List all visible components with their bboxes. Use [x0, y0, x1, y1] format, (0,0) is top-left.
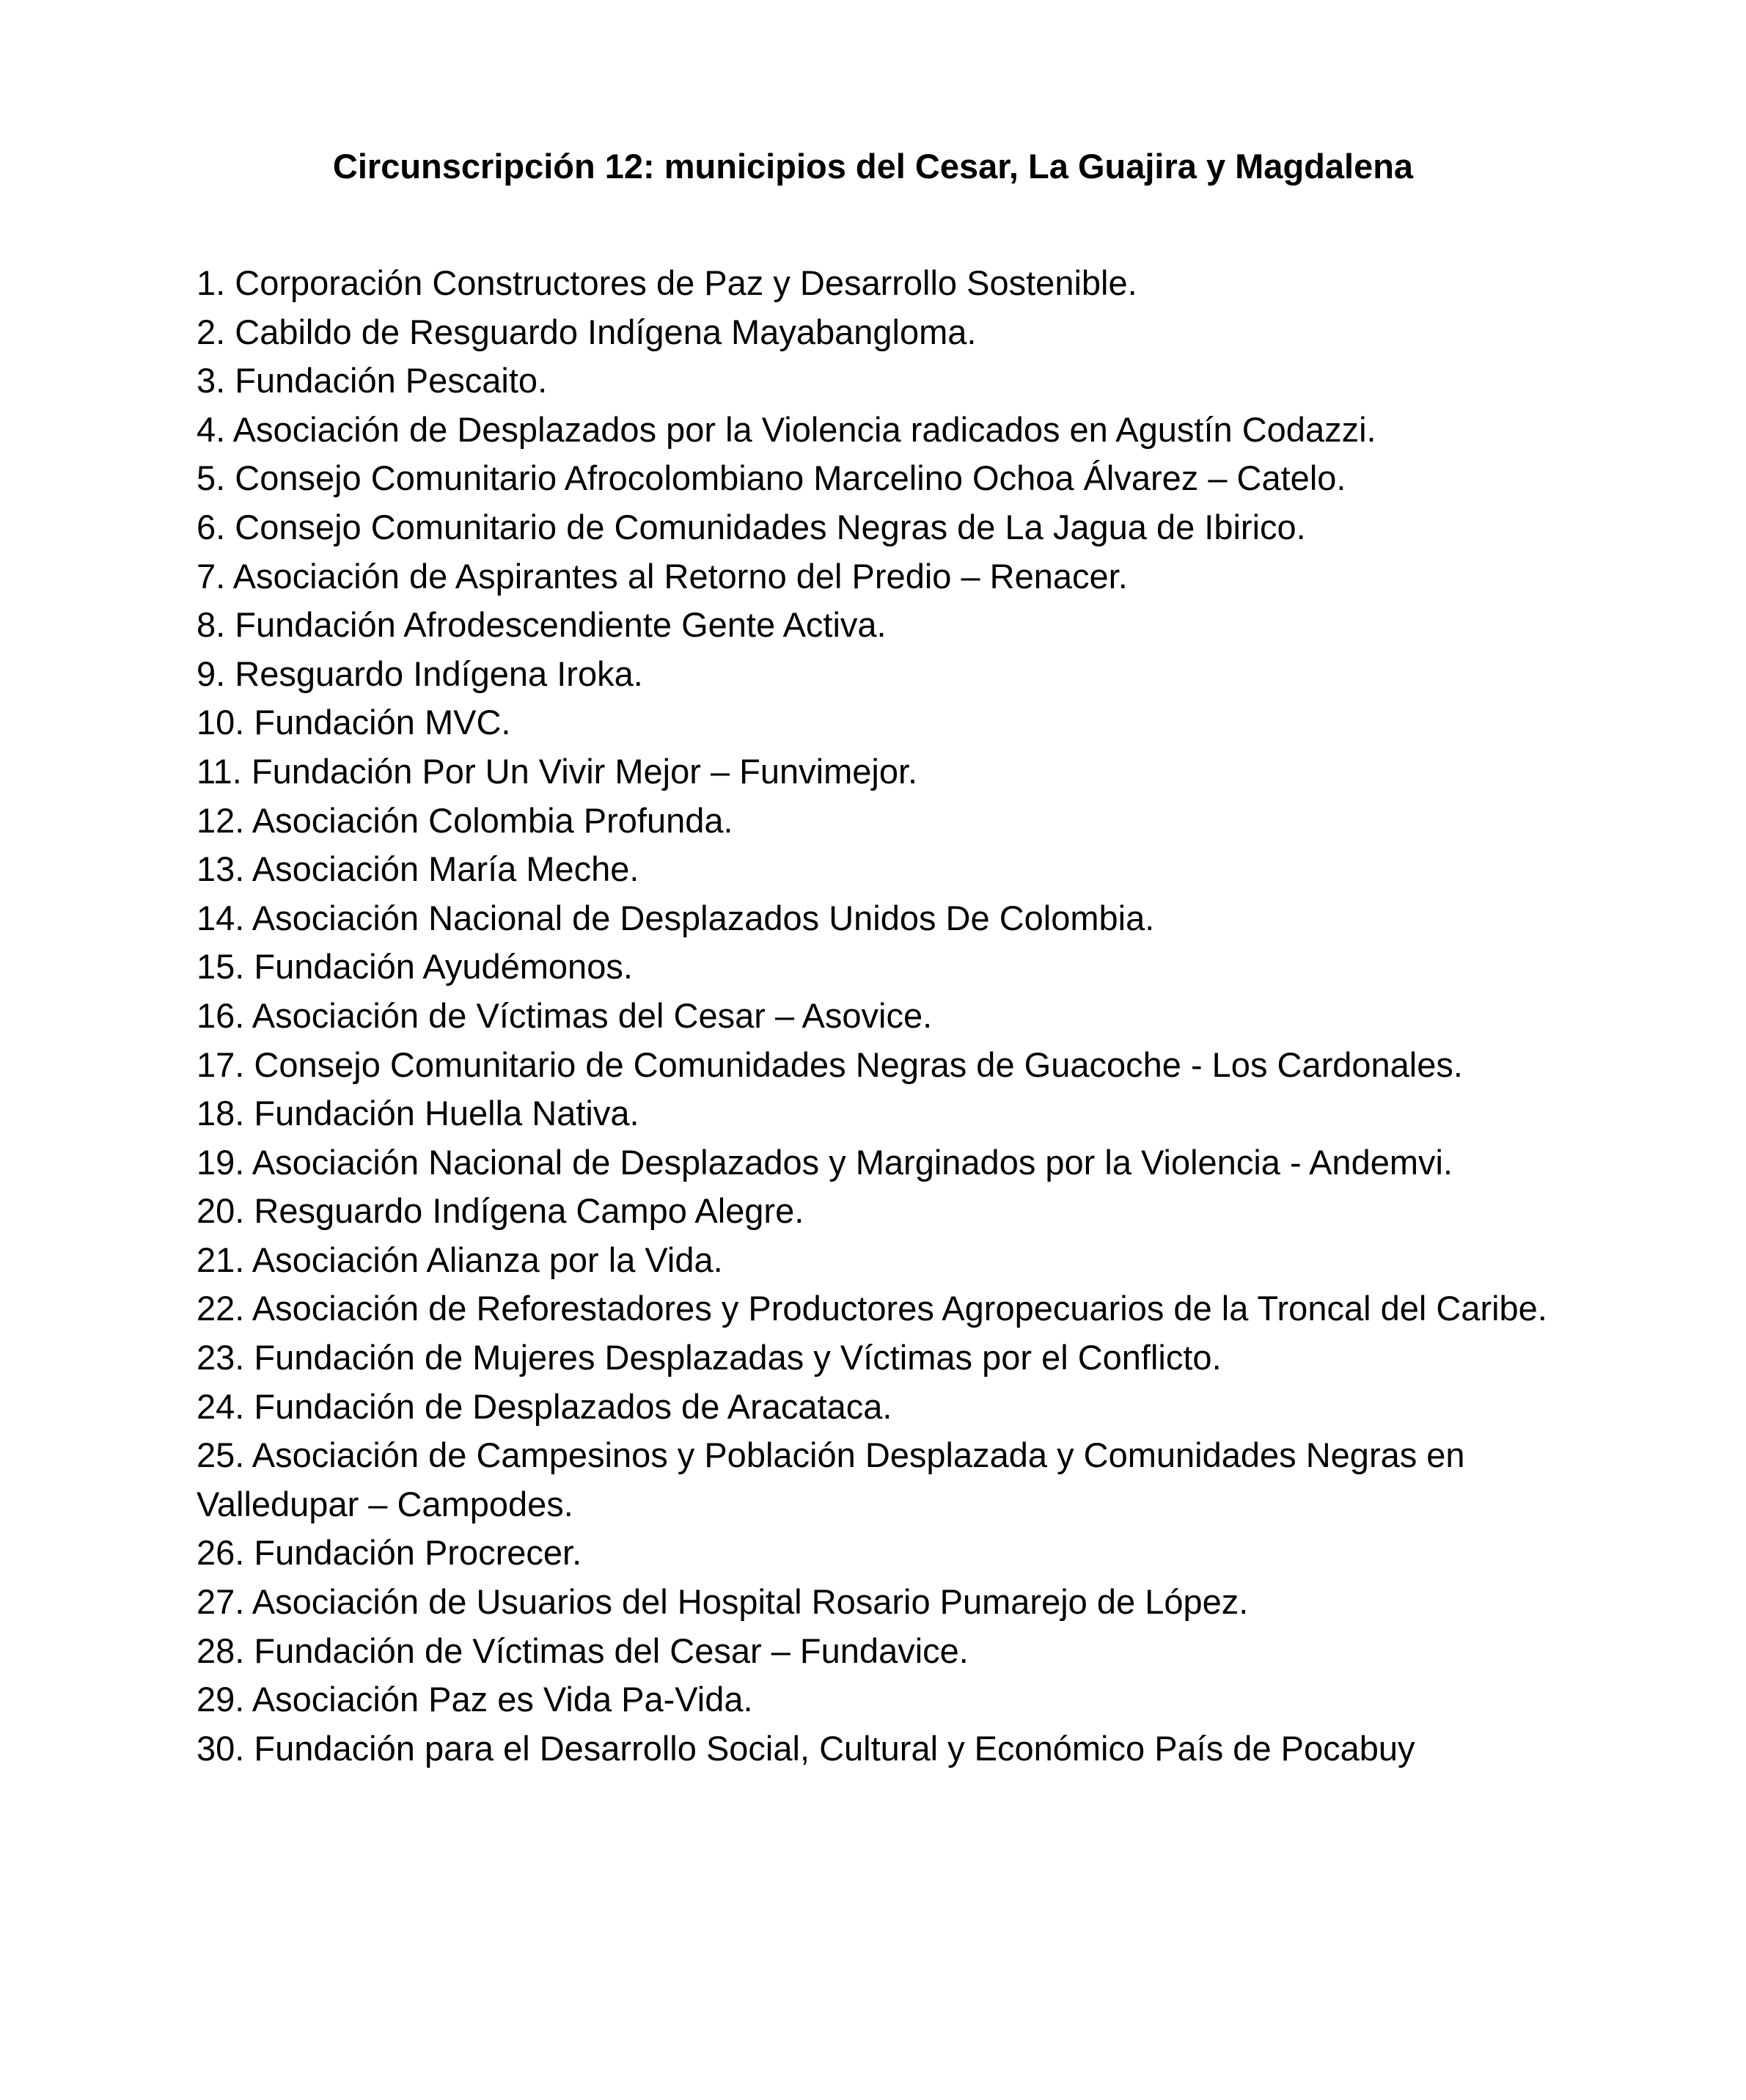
- organization-list: [197, 259, 1568, 1773]
- list-item: 13. Asociación María Meche.: [197, 849, 639, 889]
- list-item: 10. Fundación MVC.: [197, 703, 511, 742]
- list-item: 23. Fundación de Mujeres Desplazadas y Víctimas por el Conflicto.: [197, 1338, 1222, 1378]
- list-item: 18. Fundación Huella Nativa.: [197, 1094, 639, 1133]
- list-item: 14. Asociación Nacional de Desplazados Unidos De Colombia.: [197, 898, 1155, 937]
- list-item: 2. Cabildo de Resguardo Indígena Mayabangloma.: [197, 312, 977, 351]
- list-item: 5. Consejo Comunitario Afrocolombiano Marcelino Ochoa Álvarez – Catelo.: [197, 458, 1346, 498]
- document-title: Circunscripción 12: municipios del Cesar, La Guajira y Magdalena: [332, 147, 1414, 186]
- list-item: 21. Asociación Alianza por la Vida.: [197, 1240, 723, 1279]
- list-item: 22. Asociación de Reforestadores y Productores Agropecuarios de la Troncal del Caribe.: [197, 1289, 1547, 1328]
- list-item: 30. Fundación para el Desarrollo Social, Cultural y Económico País de Pocabuy: [197, 1728, 1415, 1768]
- list-item: 29. Asociación Paz es Vida Pa-Vida.: [197, 1680, 753, 1719]
- list-item: 19. Asociación Nacional de Desplazados y Marginados por la Violencia - Andemvi.: [197, 1142, 1453, 1182]
- list-item: 4. Asociación de Desplazados por la Violencia radicados en Agustín Codazzi.: [197, 409, 1376, 449]
- list-item: 20. Resguardo Indígena Campo Alegre.: [197, 1191, 804, 1231]
- list-item: 26. Fundación Procrecer.: [197, 1533, 582, 1573]
- list-item: 28. Fundación de Víctimas del Cesar – Fundavice.: [197, 1631, 969, 1670]
- list-item: 1. Corporación Constructores de Paz y Desarrollo Sostenible.: [197, 263, 1137, 302]
- list-item: 7. Asociación de Aspirantes al Retorno del Predio – Renacer.: [197, 556, 1128, 596]
- list-item: 25. Asociación de Campesinos y Población Desplazada y Comunidades Negras en Valledupar – Campodes.: [197, 1435, 1465, 1523]
- list-item: 8. Fundación Afrodescendiente Gente Activa.: [197, 605, 887, 645]
- list-item: 24. Fundación de Desplazados de Aracataca.: [197, 1386, 892, 1426]
- list-item: 6. Consejo Comunitario de Comunidades Negras de La Jagua de Ibirico.: [197, 507, 1306, 546]
- list-item: 3. Fundación Pescaito.: [197, 361, 548, 400]
- list-item: 15. Fundación Ayudémonos.: [197, 947, 633, 987]
- list-item: 12. Asociación Colombia Profunda.: [197, 800, 733, 840]
- list-item: 17. Consejo Comunitario de Comunidades Negras de Guacoche - Los Cardonales.: [197, 1044, 1463, 1084]
- list-item: 27. Asociación de Usuarios del Hospital Rosario Pumarejo de López.: [197, 1582, 1249, 1622]
- list-item: 9. Resguardo Indígena Iroka.: [197, 654, 643, 693]
- list-item: 16. Asociación de Víctimas del Cesar – Asovice.: [197, 995, 933, 1035]
- list-item: 11. Fundación Por Un Vivir Mejor – Funvimejor.: [197, 751, 918, 791]
